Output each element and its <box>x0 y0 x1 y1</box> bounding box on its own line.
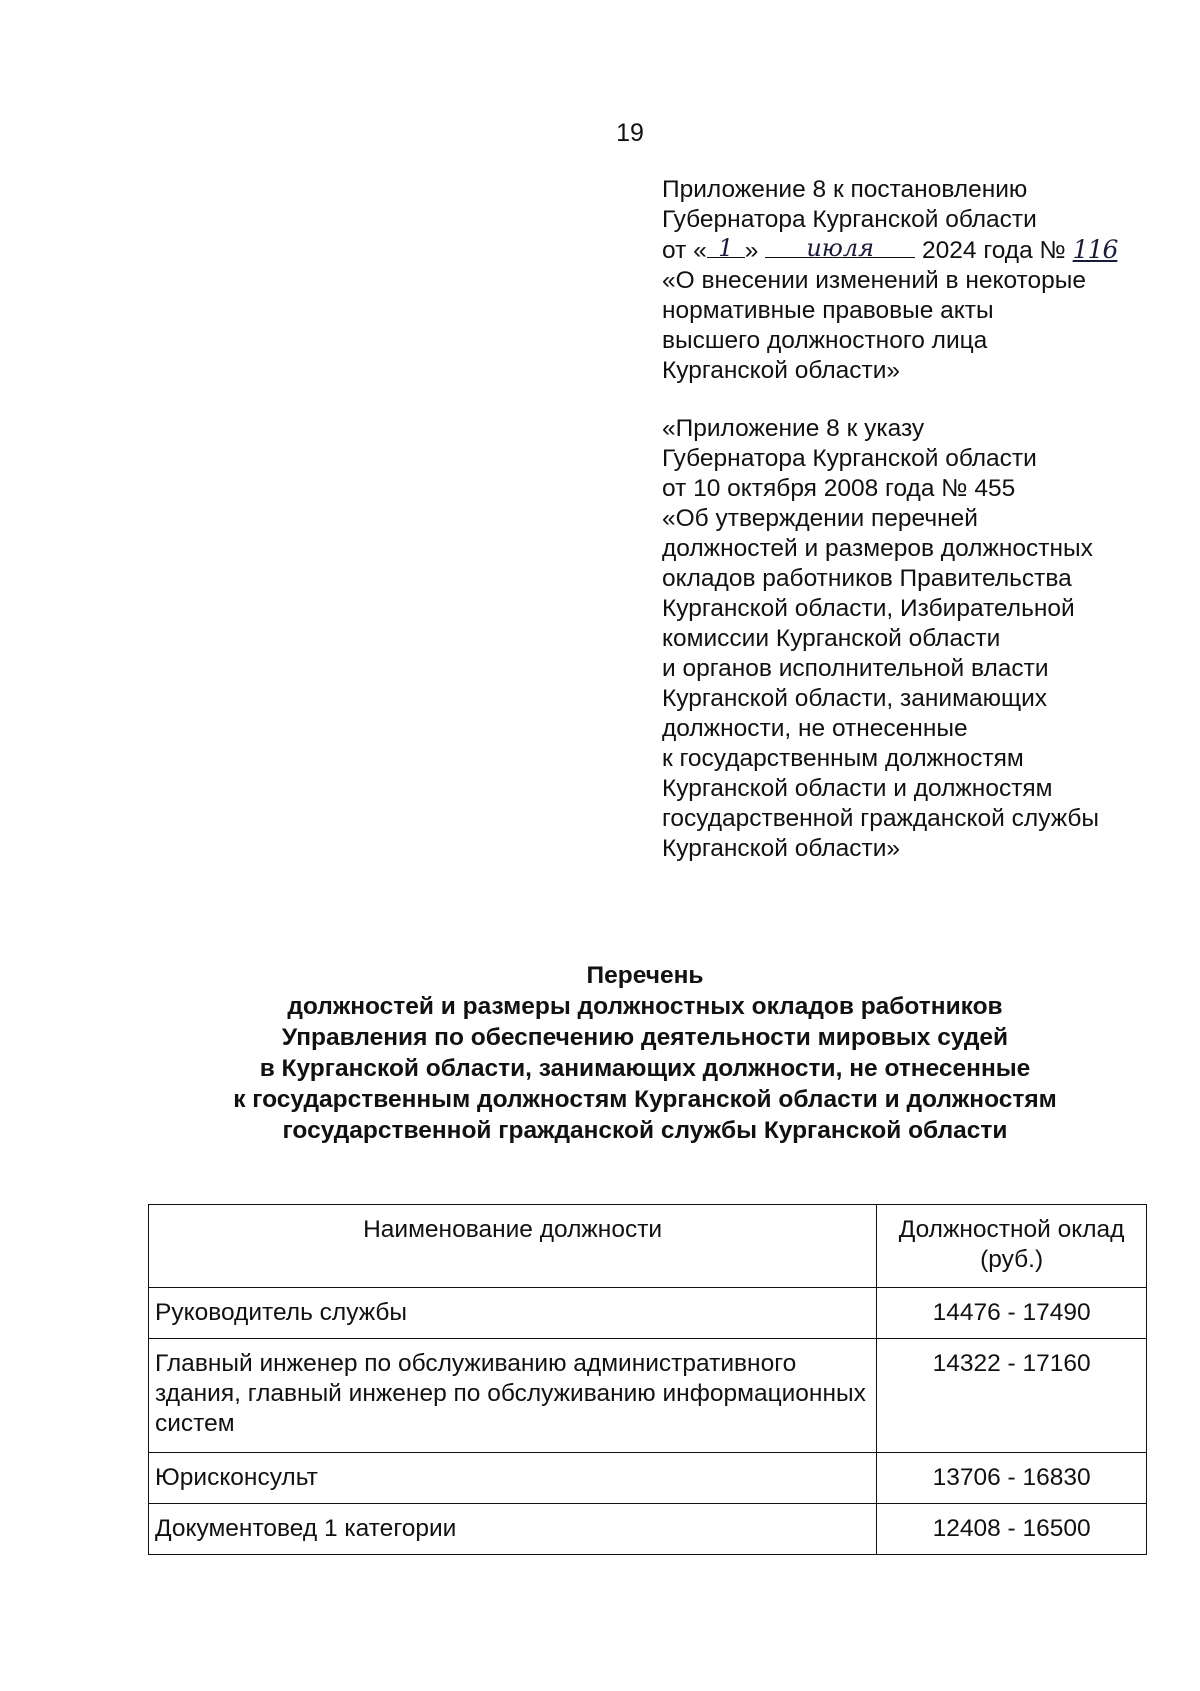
document-title <box>0 960 1200 1146</box>
decree-line: Курганской области, Избирательной <box>662 595 1075 622</box>
month-blank <box>765 234 915 262</box>
decree-line: от 10 октября 2008 года № 455 <box>662 475 1016 502</box>
decree-line: Курганской области» <box>662 835 901 862</box>
appendix-line: Губернатора Курганской области <box>662 206 1037 233</box>
decree-line: «Приложение 8 к указу <box>662 415 925 442</box>
decree-line: должности, не отнесенные <box>662 715 968 742</box>
handwritten-number: 116 <box>1072 235 1118 264</box>
day-blank <box>707 234 745 262</box>
decree-line: государственной гражданской службы <box>662 805 1100 832</box>
positions-salary-table <box>148 1204 1147 1555</box>
position-name-cell: Документовед 1 категории <box>149 1504 877 1555</box>
year-text: 2024 года № <box>922 237 1066 264</box>
title-line: в Курганской области, занимающих должности, не отнесенные <box>259 1055 1031 1082</box>
position-name-cell: Главный инженер по обслуживанию административного здания, главный инженер по обслуживанию информационных систем <box>149 1339 877 1453</box>
decree-line: «Об утверждении перечней <box>662 505 978 532</box>
decree-line: к государственным должностям <box>662 745 1024 772</box>
title-line: Управления по обеспечению деятельности мировых судей <box>281 1024 1009 1051</box>
position-name-cell: Юрисконсульт <box>149 1453 877 1504</box>
decree-line: окладов работников Правительства <box>662 565 1072 592</box>
table-row <box>149 1288 1147 1339</box>
decree-line: Курганской области и должностям <box>662 775 1053 802</box>
title-line: должностей и размеры должностных окладов работников <box>287 993 1003 1020</box>
appendix-line: высшего должностного лица <box>662 327 988 354</box>
appendix-line: нормативные правовые акты <box>662 297 994 324</box>
decree-line: и органов исполнительной власти <box>662 655 1049 682</box>
title-line: Перечень <box>586 962 704 989</box>
appendix-date-line <box>662 235 1162 266</box>
table-header-row <box>149 1205 1147 1288</box>
appendix-line: «О внесении изменений в некоторые <box>662 267 1086 294</box>
original-decree-reference-block <box>662 414 1162 864</box>
table-row <box>149 1453 1147 1504</box>
decree-line: Курганской области, занимающих <box>662 685 1048 712</box>
header-salary: Должностной оклад (руб.) <box>877 1205 1147 1288</box>
appendix-reference-block <box>662 175 1162 386</box>
decree-line: должностей и размеров должностных <box>662 535 1093 562</box>
handwritten-day: 1 <box>718 234 734 262</box>
date-prefix: от « <box>662 237 707 264</box>
handwritten-month: июля <box>806 234 875 262</box>
salary-cell: 14322 - 17160 <box>877 1339 1147 1453</box>
header-position-name: Наименование должности <box>149 1205 877 1288</box>
decree-line: Губернатора Курганской области <box>662 445 1037 472</box>
position-name-cell: Руководитель службы <box>149 1288 877 1339</box>
appendix-line: Курганской области» <box>662 357 901 384</box>
appendix-line: Приложение 8 к постановлению <box>662 176 1028 203</box>
salary-cell: 12408 - 16500 <box>877 1504 1147 1555</box>
table-row <box>149 1339 1147 1453</box>
title-line: государственной гражданской службы Курганской области <box>282 1117 1008 1144</box>
salary-cell: 14476 - 17490 <box>877 1288 1147 1339</box>
title-line: к государственным должностям Курганской области и должностям <box>233 1086 1057 1113</box>
page-number: 19 <box>616 119 644 147</box>
decree-line: комиссии Курганской области <box>662 625 1001 652</box>
date-mid: » <box>744 237 759 264</box>
table-row <box>149 1504 1147 1555</box>
salary-cell: 13706 - 16830 <box>877 1453 1147 1504</box>
